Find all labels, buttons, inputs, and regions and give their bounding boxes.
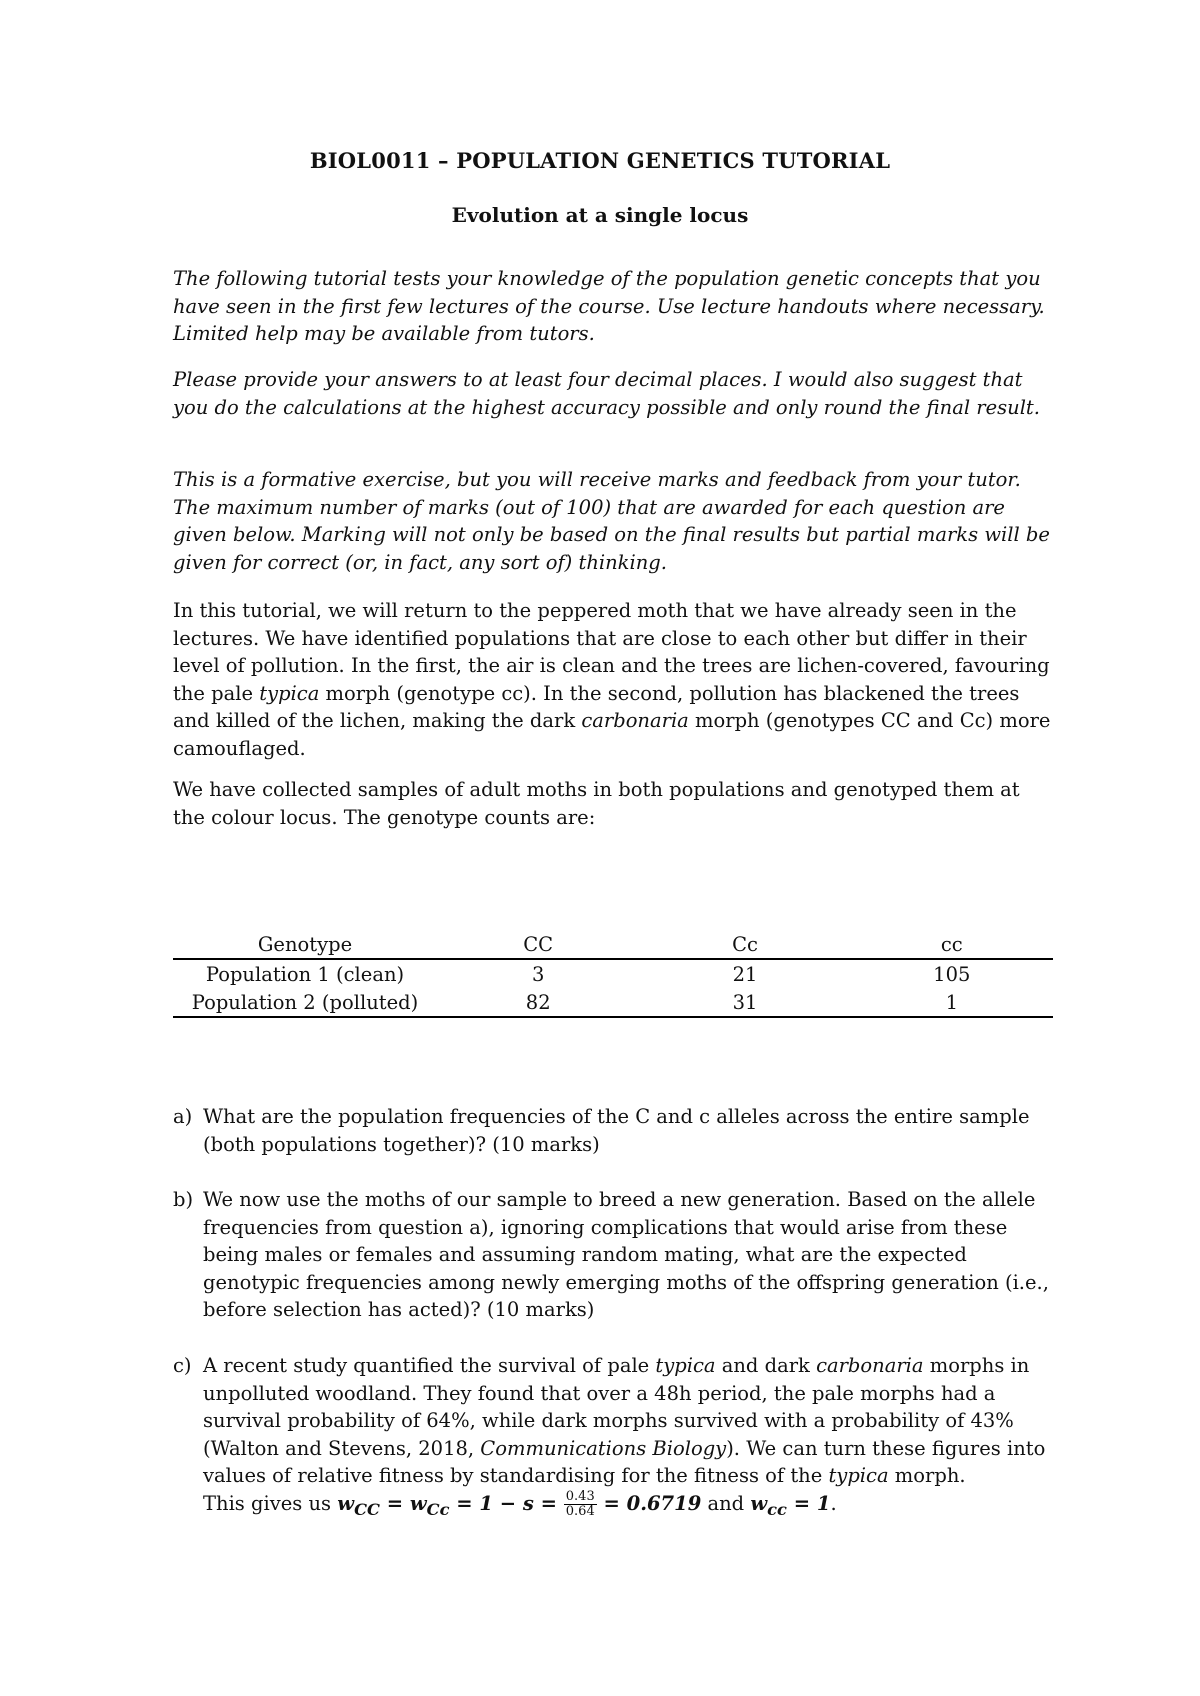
- eq-w-cc3: w: [750, 1491, 768, 1515]
- eq-sub-cc3: cc: [767, 1499, 787, 1519]
- table-header: CC: [523, 932, 554, 956]
- table-header-row: [173, 930, 1053, 959]
- table-cell: Population 1 (clean): [205, 962, 405, 986]
- eq-equals-one: = 1: [786, 1491, 831, 1515]
- question-c: [173, 1352, 1053, 1523]
- table-cell: 105: [933, 962, 971, 986]
- eq-one-minus-s: = 1 − s =: [449, 1491, 564, 1515]
- question-b: [173, 1186, 1053, 1324]
- typica-term: typica: [655, 1354, 716, 1377]
- question-c-part: morph.: [888, 1464, 966, 1487]
- carbonaria-term: carbonaria: [816, 1354, 924, 1377]
- eq-w-cc: w: [337, 1491, 355, 1515]
- question-c-label: c): [173, 1354, 192, 1377]
- table-cell: 21: [732, 962, 758, 986]
- table-cell: 1: [945, 990, 958, 1014]
- question-c-part: morphs in unpolluted woodland. They found that over a 48h period, the pale morphs had a survival probability of 64%, while dark morphs survived with a probability of 43% (Walton and Stevens, 2018,: [203, 1354, 1030, 1460]
- typica-term: typica: [259, 681, 320, 705]
- eq-w-cc2: = w: [379, 1491, 427, 1515]
- question-c-part: This gives us: [203, 1491, 338, 1515]
- eq-sub-cc: CC: [354, 1499, 380, 1519]
- moth-paragraph: [173, 597, 1053, 762]
- intro-paragraph-3: This is a formative exercise, but you will receive marks and feedback from your tutor. The maximum number of marks (out of 100) that are awarded for each question are given below. Marking will not only be based on the final results but partial marks will be given for correct (or, in fact, any sort of) thinking.: [173, 468, 1050, 574]
- question-c-part: and: [701, 1491, 751, 1515]
- question-c-part: ). We can turn these figures into values of relative fitness by standardising for the fitness of the: [203, 1436, 1046, 1487]
- table-cell: 82: [525, 990, 551, 1014]
- genotype-table: [173, 930, 1053, 1018]
- moth-text-2: morph (genotype cc). In the second, pollution has blackened the trees and killed of the lichen, making the dark: [173, 681, 1020, 732]
- question-b-text: We now use the moths of our sample to breed a new generation. Based on the allele frequencies from question a), ignoring complications that would arise from these being males or females and assuming random mating, what are the expected genotypic frequencies among newly emerging moths of the offspring generation (i.e., before selection has acted)? (10 marks): [203, 1188, 1049, 1321]
- moth-text-1: In this tutorial, we will return to the peppered moth that we have already seen in the lectures. We have identified populations that are close to each other but differ in their level of pollution. In the first, the air is clean and the trees are lichen-covered, favouring the pale: [173, 599, 1050, 705]
- intro-paragraph-1: The following tutorial tests your knowledge of the population genetic concepts that you have seen in the first few lectures of the course. Use lecture handouts where necessary. Limited help may be available from tutors.: [173, 267, 1045, 345]
- table-header: cc: [940, 932, 963, 956]
- table-cell: 31: [732, 990, 758, 1014]
- table-header: Genotype: [257, 932, 353, 956]
- table-cell: Population 2 (polluted): [191, 990, 419, 1014]
- carbonaria-term: carbonaria: [581, 709, 689, 732]
- document-subtitle: Evolution at a single locus: [451, 203, 749, 227]
- sample-paragraph: We have collected samples of adult moths in both populations and genotyped them at the colour locus. The genotype counts are:: [173, 778, 1020, 829]
- question-c-part: A recent study quantified the survival of pale: [203, 1354, 656, 1377]
- eq-numerator: 0.43: [565, 1488, 595, 1504]
- journal-name: Communications Biology: [480, 1436, 727, 1460]
- table-cell: 3: [531, 962, 545, 986]
- question-c-part: and dark: [715, 1354, 817, 1377]
- question-b-label: b): [173, 1188, 194, 1211]
- eq-fraction: [564, 1490, 597, 1519]
- fitness-equation: [337, 1488, 702, 1519]
- question-a-text: What are the population frequencies of the C and c alleles across the entire sample (both populations together)? (10 marks): [203, 1105, 1030, 1156]
- table-row: [173, 988, 1053, 1017]
- table-header: Cc: [732, 932, 758, 956]
- table-row: [173, 959, 1053, 988]
- document-title: BIOL0011 – POPULATION GENETICS TUTORIAL: [309, 148, 891, 173]
- eq-denominator: 0.64: [565, 1503, 595, 1519]
- eq-sub-cc2: Cc: [426, 1499, 450, 1519]
- intro-paragraph-2: Please provide your answers to at least four decimal places. I would also suggest that you do the calculations at the highest accuracy possible and only round the final result.: [173, 368, 1040, 419]
- question-a: [173, 1103, 1053, 1158]
- fitness-equation-2: [750, 1491, 831, 1519]
- question-c-text: [203, 1352, 1053, 1523]
- question-a-label: a): [173, 1105, 193, 1128]
- moth-text-3: morph (genotypes CC and Cc) more camouflaged.: [173, 709, 1051, 760]
- typica-term: typica: [828, 1464, 889, 1487]
- question-c-part: .: [830, 1491, 837, 1515]
- eq-result: = 0.6719: [596, 1491, 702, 1515]
